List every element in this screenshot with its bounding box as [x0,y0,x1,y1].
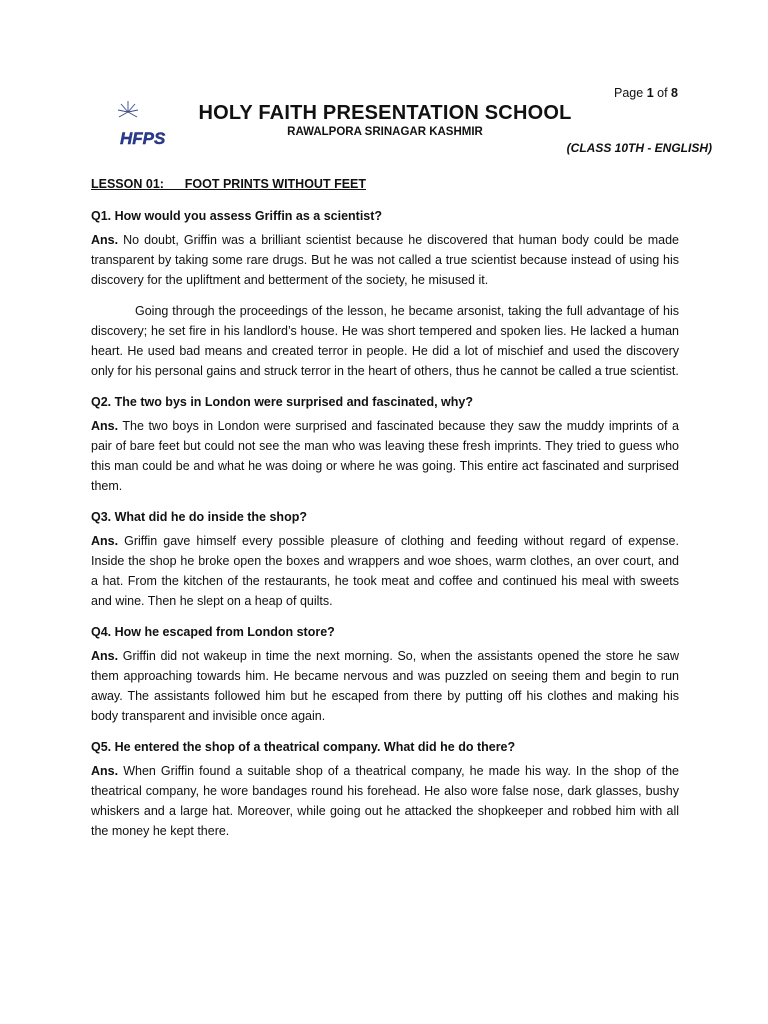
school-header [160,100,610,138]
lesson-content [91,174,679,852]
question-3: Q3. What did he do inside the shop? [91,510,307,524]
page-label: Page [614,86,644,100]
answer-2 [91,416,679,496]
answer-5 [91,761,679,841]
page-total: 8 [671,86,678,100]
page-number [614,86,678,100]
school-name: HOLY FAITH PRESENTATION SCHOOL [198,102,572,124]
class-tag: (CLASS 10TH - ENGLISH) [566,141,712,155]
answer-label: Ans. [91,764,119,778]
answer-1 [91,230,679,290]
school-address: RAWALPORA SRINAGAR KASHMIR [287,126,483,138]
answer-1-paragraph-2: Going through the proceedings of the lesson, he became arsonist, taking the full advantage of his discovery; he set fire in his landlord’s house. He was short tempered and spoken lies. He lacked a human heart. He used bad means and created terror in people. He did a lot of mischief and used the discovery only for his personal gains and struck terror in the heart of others, thus he cannot be called a true scientist. [91,304,679,378]
answer-label: Ans. [91,649,119,663]
question-5: Q5. He entered the shop of a theatrical company. What did he do there? [91,740,516,754]
answer-text: Griffin gave himself every possible pleasure of clothing and feeding without regard of expense. Inside the shop he broke open the boxes and wrappers and woe shoes, warm clothes, an over court, and a hat. From the kitchen of the restaurants, he took meat and coffee and continued his meal with sweets and wine. Then he slept on a heap of quilts. [91,534,679,608]
answer-text: No doubt, Griffin was a brilliant scientist because he discovered that human body could be made transparent by taking some rare drugs. But he was not called a true scientist because instead of using his discovery for the upliftment and betterment of the society, he misused it. [91,233,679,287]
lesson-heading: LESSON 01: FOOT PRINTS WITHOUT FEET [91,177,367,191]
answer-text: The two boys in London were surprised and fascinated because they saw the muddy imprints of a pair of bare feet but could not see the man who was leaving these fresh imprints. They tried to guess who this man could be and what he was doing or where he was going. This entire act fascinated and surprised them. [91,419,679,493]
answer-text: When Griffin found a suitable shop of a theatrical company, he made his way. In the shop of the theatrical company, he wore bandages round his forehead. He also wore false nose, dark glasses, bushy whiskers and a large hat. Moreover, while going out he attacked the shopkeeper and robbed him with all the money he kept there. [91,764,679,838]
answer-text: Griffin did not wakeup in time the next morning. So, when the assistants opened the store he saw them approaching towards him. He became nervous and was puzzled on seeing them and begin to run away. The assistants followed him but he escaped from there by putting off his clothes and making his body transparent and invisible once again. [91,649,679,723]
page-current: 1 [646,86,654,100]
question-4: Q4. How he escaped from London store? [91,625,335,639]
answer-label: Ans. [91,233,119,247]
question-1: Q1. How would you assess Griffin as a scientist? [91,209,383,223]
answer-3 [91,531,679,611]
answer-label: Ans. [91,534,119,548]
answer-4 [91,646,679,726]
logo-text: HFPS [120,129,166,148]
answer-label: Ans. [91,419,119,433]
question-2: Q2. The two bys in London were surprised and fascinated, why? [91,395,474,409]
page-of: of [657,86,668,100]
